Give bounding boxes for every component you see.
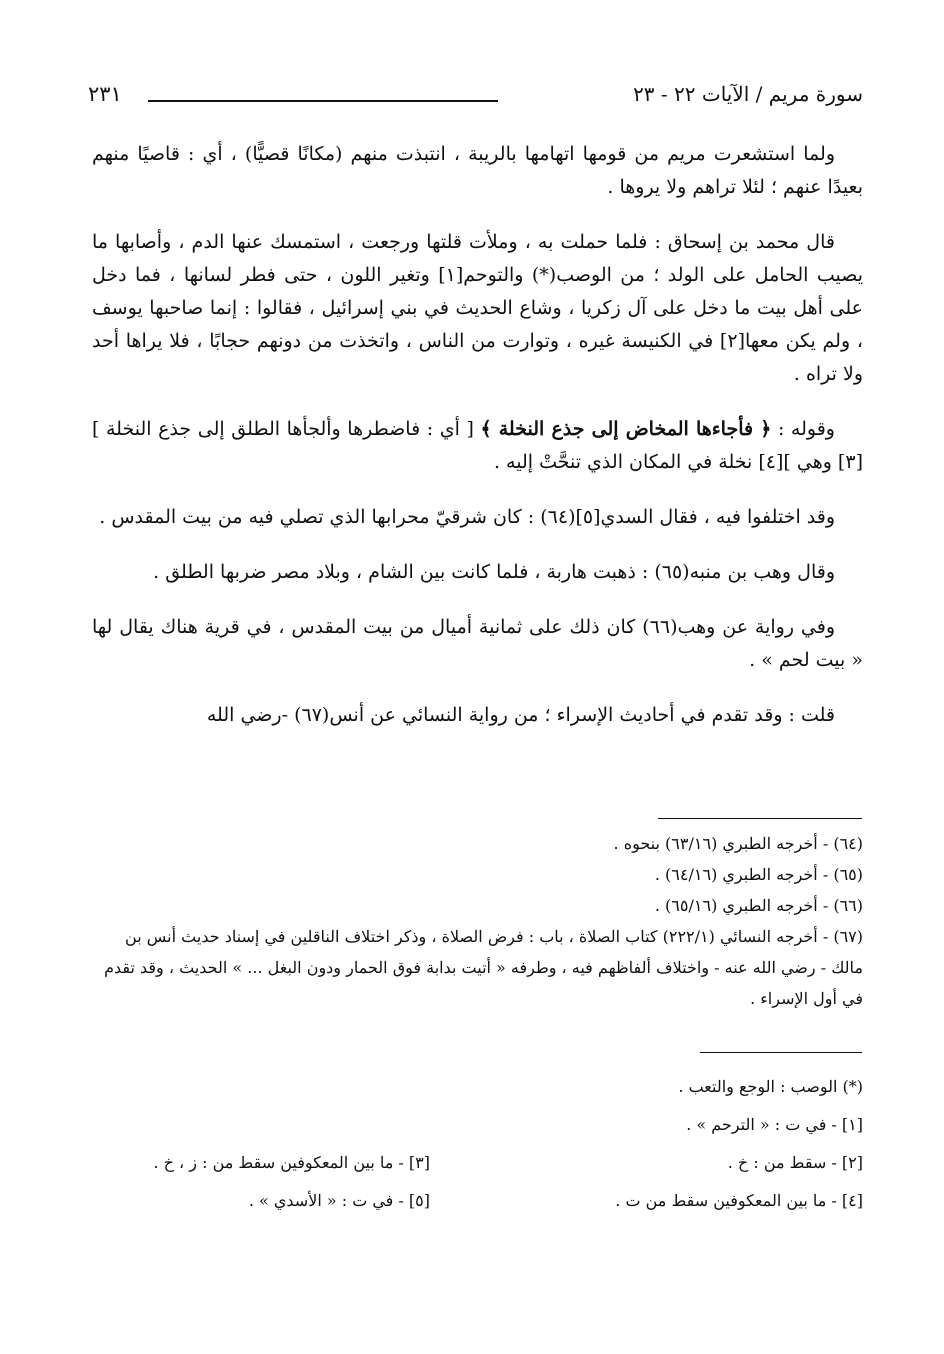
paragraph: ولما استشعرت مريم من قومها اتهامها بالريبة ، انتبذت منهم (مكانًا قصيًّا) ، أي : قاصيًا منهم بعيدًا عنهم ؛ لئلا تراهم ولا يروها . (92, 143, 863, 198)
verse-intro: وقوله : (771, 418, 835, 440)
paragraph: وقال وهب بن منبه(٦٥) : ذهبت هاربة ، فلما كانت بين الشام ، وبلاد مصر ضربها الطلق . (153, 561, 835, 583)
footnote-item: (٦٥) - أخرجه الطبري (٦٤/١٦) . (654, 865, 863, 884)
note-star: (*) الوصب : الوجع والتعب . (678, 1077, 863, 1096)
note-4: [٤] - ما بين المعكوفين سقط من ت . (615, 1191, 863, 1210)
footnote-separator (658, 818, 862, 819)
note-3: [٣] - ما بين المعكوفين سقط من : ز ، خ . (153, 1153, 430, 1172)
paragraph: قلت : وقد تقدم في أحاديث الإسراء ؛ من رواية النسائي عن أنس(٦٧) -رضي الله (206, 704, 835, 726)
page-number: ٢٣١ (88, 82, 122, 106)
note-5: [٥] - في ت : « الأسدي » . (248, 1191, 430, 1210)
notes-row (100, 1144, 863, 1182)
note-2: [٢] - سقط من : خ . (727, 1153, 863, 1172)
header-rule (148, 100, 498, 102)
note-1: [١] - في ت : « الترحم » . (686, 1115, 863, 1134)
footnote-item: (٦٦) - أخرجه الطبري (٦٥/١٦) . (654, 896, 863, 915)
main-text (92, 138, 863, 754)
quranic-verse: ﴿ فأجاءها المخاض إلى جذع النخلة ﴾ (480, 418, 772, 440)
paragraph: قال محمد بن إسحاق : فلما حملت به ، وملأت قلتها ورجعت ، استمسك عنها الدم ، وأصابها ما يصيب الحامل على الولد ؛ من الوصب(*) والتوحم[١] وتغير اللون ، حتى فطر لسانها ، فما دخل على أهل بيت ما دخل على آل زكريا ، وشاع الحديث في بني إسرائيل ، فقالوا : إنما صاحبها يوسف ، ولم يكن معها[٢] في الكنيسة غيره ، وتوارت من الناس ، واتخذت من دونهم حجابًا ، فلا يراها أحد ولا تراه . (92, 231, 863, 385)
footnote-item: (٦٤) - أخرجه الطبري (٦٣/١٦) بنحوه . (613, 834, 863, 853)
page-header (88, 82, 863, 122)
verse-commentary: [ أي : فاضطرها وألجأها الطلق إلى جذع النخلة ][٣] وهي ][٤] نخلة في المكان الذي تنحَّتْ إليه . (92, 418, 863, 473)
verse-paragraph (92, 413, 863, 479)
notes-separator (700, 1052, 862, 1053)
paragraph: وفي رواية عن وهب(٦٦) كان ذلك على ثمانية أميال من بيت المقدس ، في قرية هناك يقال لها « بيت لحم » . (92, 616, 863, 671)
paragraph: وقد اختلفوا فيه ، فقال السدي[٥](٦٤) : كان شرقيّ محرابها الذي تصلي فيه من بيت المقدس . (99, 506, 835, 528)
notes-row (100, 1182, 863, 1220)
editorial-notes (100, 1068, 863, 1220)
running-title: سورة مريم / الآيات ٢٢ - ٢٣ (633, 82, 863, 106)
footnotes (100, 828, 863, 1014)
footnote-item: (٦٧) - أخرجه النسائي (٢٢٢/١) كتاب الصلاة ، باب : فرض الصلاة ، وذكر اختلاف الناقلين في إسناد حديث أنس بن مالك - رضي الله عنه - واختلاف ألفاظهم فيه ، وطرفه « أتيت بدابة فوق الحمار ودون البغل ... » الحديث ، وقد تقدم في أول الإسراء . (104, 927, 863, 1008)
